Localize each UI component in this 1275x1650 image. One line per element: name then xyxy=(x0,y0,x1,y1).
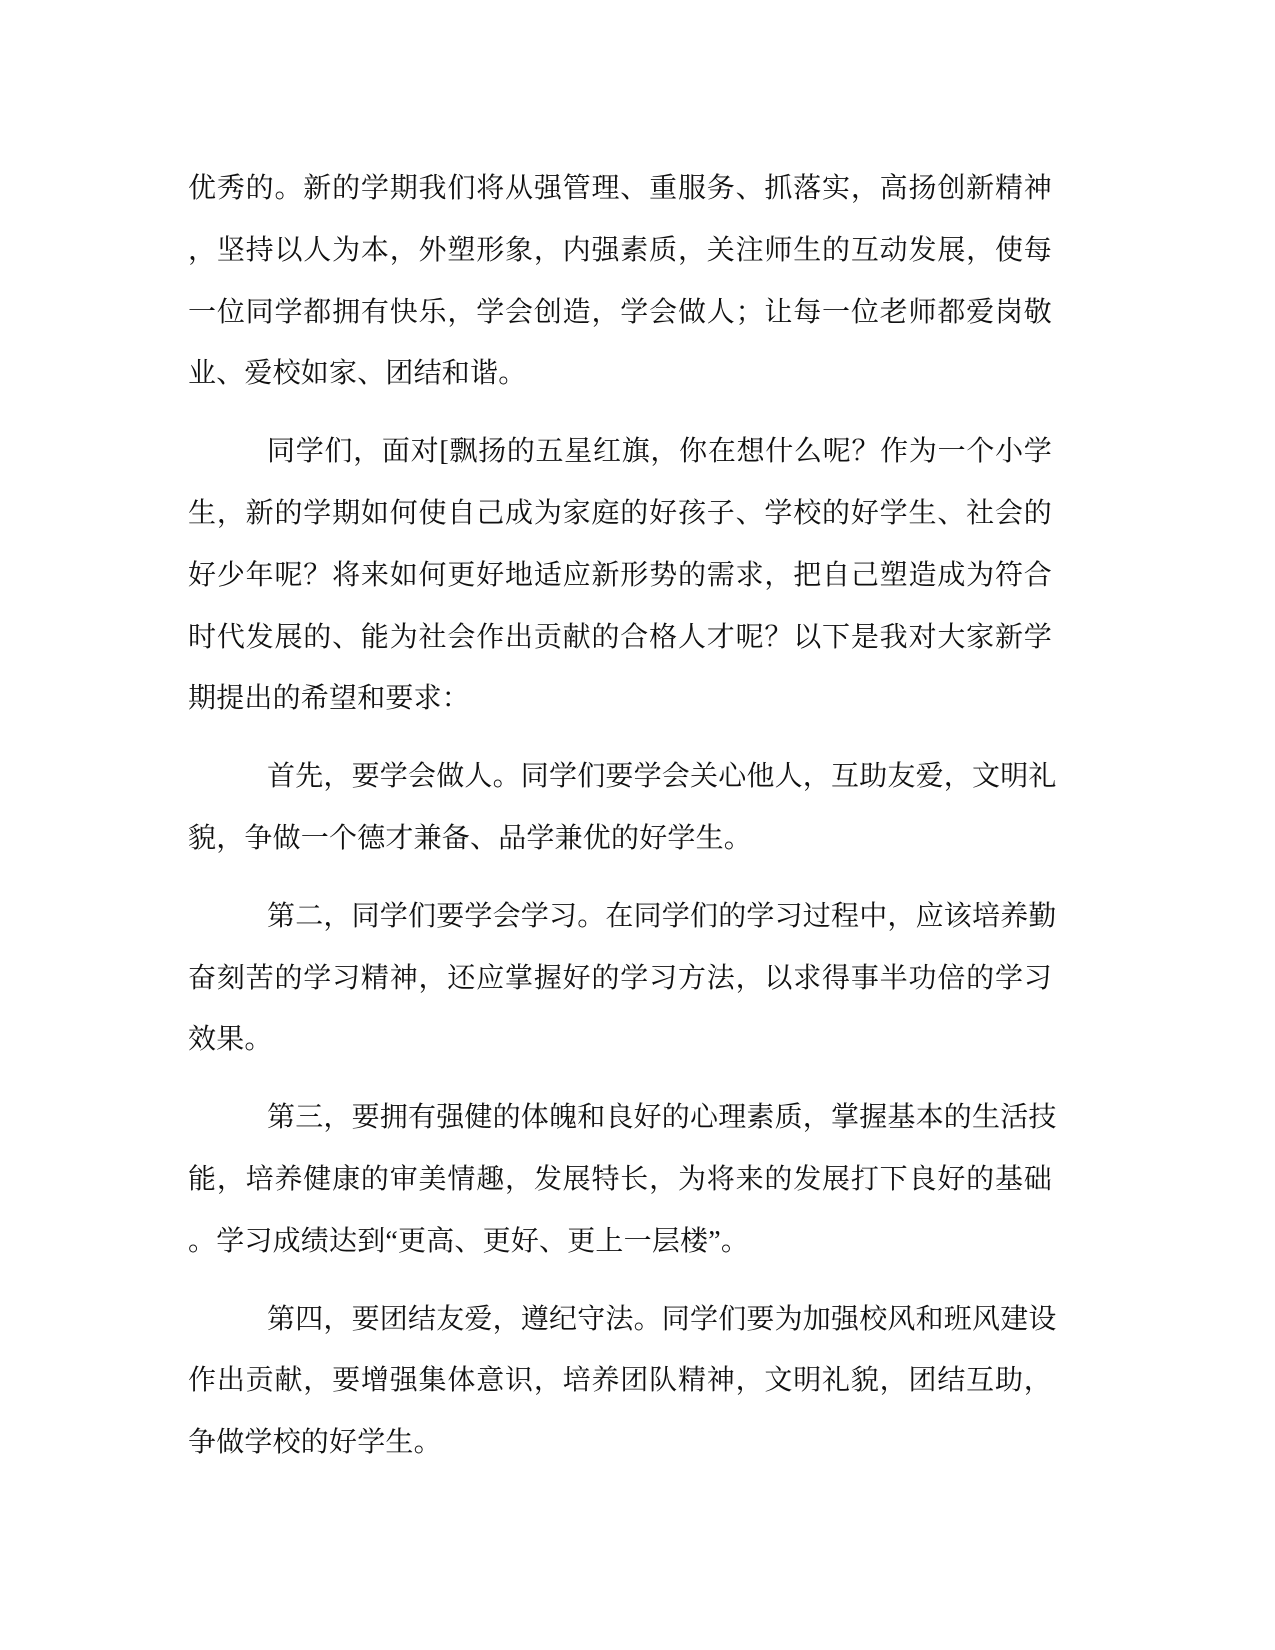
text-line: 第四，要团结友爱，遵纪守法。同学们要为加强校风和班风建设 xyxy=(267,1303,1057,1335)
document-body xyxy=(188,158,1057,1490)
text-line: 貌，争做一个德才兼备、品学兼优的好学生。 xyxy=(188,822,753,854)
text-line: 。学习成绩达到“更高、更好、更上一层楼”。 xyxy=(188,1225,750,1257)
text-line: 生，新的学期如何使自己成为家庭的好孩子、学校的好学生、社会的 xyxy=(188,497,1052,529)
text-line: 期提出的希望和要求： xyxy=(188,683,471,715)
text-line: 一位同学都拥有快乐，学会创造，学会做人；让每一位老师都爱岗敬 xyxy=(188,296,1052,328)
text-line: ，坚持以人为本，外塑形象，内强素质，关注师生的互动发展，使每 xyxy=(188,234,1052,266)
text-line: 效果。 xyxy=(188,1024,273,1056)
text-line: 能，培养健康的审美情趣，发展特长，为将来的发展打下良好的基础 xyxy=(188,1163,1052,1195)
text-line: 作出贡献，要增强集体意识，培养团队精神，文明礼貌，团结互助， xyxy=(188,1365,1052,1397)
text-line: 奋刻苦的学习精神，还应掌握好的学习方法，以求得事半功倍的学习 xyxy=(188,962,1052,994)
text-line: 时代发展的、能为社会作出贡献的合格人才呢？以下是我对大家新学 xyxy=(188,621,1052,653)
text-line: 好少年呢？将来如何更好地适应新形势的需求，把自己塑造成为符合 xyxy=(188,559,1052,591)
text-line: 首先，要学会做人。同学们要学会关心他人，互助友爱，文明礼 xyxy=(267,761,1057,793)
text-line: 优秀的。新的学期我们将从强管理、重服务、抓落实，高扬创新精神 xyxy=(188,173,1052,204)
text-line: 第三，要拥有强健的体魄和良好的心理素质，掌握基本的生活技 xyxy=(267,1102,1057,1134)
text-line: 业、爱校如家、团结和谐。 xyxy=(188,358,527,390)
text-line: 第二，同学们要学会学习。在同学们的学习过程中，应该培养勤 xyxy=(267,900,1057,932)
text-line: 同学们，面对[飘扬的五星红旗，你在想什么呢？作为一个小学 xyxy=(267,436,1052,468)
text-line: 争做学校的好学生。 xyxy=(188,1427,442,1459)
